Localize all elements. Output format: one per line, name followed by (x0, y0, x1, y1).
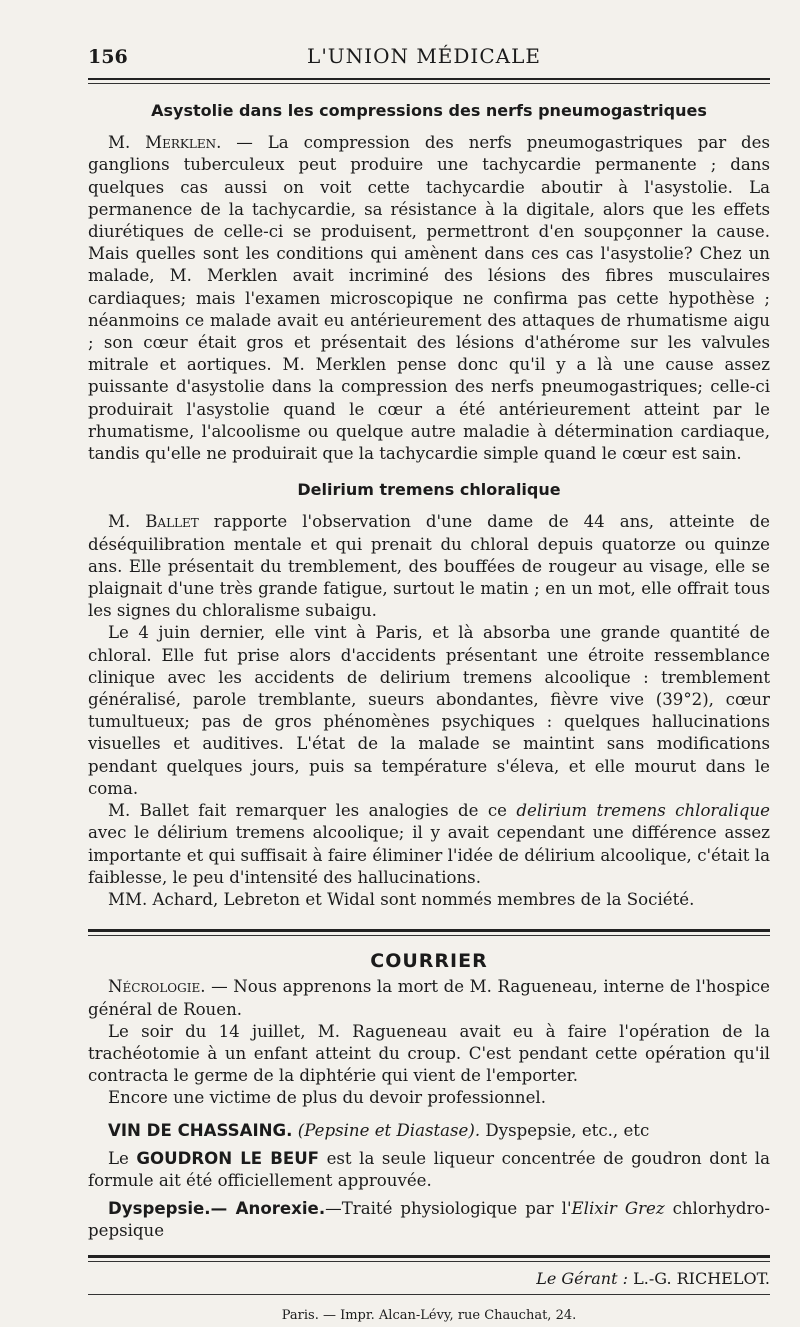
main-content (88, 100, 770, 1327)
article-paragraph: MM. Achard, Lebreton et Widal sont nommés membres de la Société. (108, 889, 695, 909)
ad-text: —Traité physiologique par l' (325, 1199, 572, 1219)
page-header (88, 40, 760, 70)
paragraph-text: — Nous apprenons la mort de M. Ragueneau, interne de l'hospice général de Rouen. (88, 977, 770, 1019)
courrier-paragraph: Encore une victime de plus du devoir professionnel. (108, 1088, 547, 1108)
page-number: 156 (88, 46, 128, 68)
paragraph-text: avec le délirium tremens alcoolique; il y avait cependant une différence assez importante et qui suffisait à faire éliminer l'idée de délirium alcoolique, c'était la faiblesse, le peu d'intensité des hallucinations. (88, 823, 770, 887)
author-name: M. Merklen. (108, 133, 222, 153)
ad-product: Elixir Grez (571, 1199, 665, 1219)
courrier-paragraph (88, 976, 770, 1020)
ad-brand: Dyspepsie.— Anorexie. (108, 1199, 326, 1219)
header-rule (88, 78, 770, 80)
ad-text: chlorhydro-pepsique (88, 1199, 770, 1241)
ad-goudron (88, 1148, 770, 1192)
ad-text: est la seule liqueur concentrée de goudron dont la formule ait été officiellement approuvée. (88, 1148, 770, 1190)
article-title: Asystolie dans les compressions des nerfs pneumogastriques (151, 101, 707, 120)
ad-elixir (88, 1198, 770, 1242)
article-paragraph (88, 511, 770, 622)
author-name: M. Ballet (108, 512, 199, 532)
article-delirium (88, 479, 770, 911)
necro-label: Nécrologie. (108, 977, 206, 997)
courrier-paragraph: Le soir du 14 juillet, M. Ragueneau avait eu à faire l'opération de la trachéotomie à un enfant atteint du croup. C'est pendant cette opération qu'il contracta le germe de la diphtérie qui vient de l'emporter. (88, 1021, 770, 1086)
italic-term: delirium tremens chloralique (516, 801, 770, 821)
ad-text: Dyspepsie, etc., etc (480, 1120, 650, 1140)
advertisements (88, 1120, 770, 1243)
courrier-section (88, 976, 770, 1109)
article-title: Delirium tremens chloralique (297, 480, 561, 500)
ad-subtitle: (Pepsine et Diastase). (297, 1120, 481, 1140)
ad-brand: GOUDRON LE BEUF (136, 1148, 320, 1168)
section-rule (88, 929, 770, 932)
footer-rule-thin (88, 1261, 770, 1262)
paragraph-text: rapporte l'observation d'une dame de 44 ans, atteinte de déséquilibration mentale et qui prenait du chloral depuis quatorze ou quinze ans. Elle présentait du tremblement, des bouffées de rougeur au visage, elle se plaignait d'une très grande fatigue, surtout le matin ; en un mot, elle offrait tous les signes du chloralisme subaigu. (88, 512, 770, 621)
ad-brand: VIN DE CHASSAING. (108, 1120, 293, 1140)
imprint: Paris. — Impr. Alcan-Lévy, rue Chauchat, 24. (281, 1307, 577, 1323)
journal-title: L'UNION MÉDICALE (307, 44, 541, 68)
gerant-label: Le Gérant : (536, 1268, 629, 1288)
ad-text: Le (108, 1148, 137, 1168)
paragraph-text: M. Ballet fait remarquer les analogies de ce (108, 801, 517, 821)
ad-chassaing (88, 1120, 770, 1142)
courrier-title: COURRIER (370, 950, 488, 973)
section-rule-thin (88, 935, 770, 936)
gerant-line (88, 1268, 770, 1290)
footer-rule (88, 1255, 770, 1258)
article-paragraph (88, 800, 770, 889)
header-rule-thin (88, 83, 770, 84)
article-paragraph: Le 4 juin dernier, elle vint à Paris, et là absorba une grande quantité de chloral. Elle fut prise alors d'accidents présentant une étroite ressemblance clinique avec les accidents de delirium tremens alcoolique : tremblement généralisé, parole tremblante, sueurs abondantes, fièvre vive (39°2), cœur tumultueux; pas de gros phénomènes psychiques : quelques hallucinations visuelles et auditives. L'état de la malade se maintint sans modifications pendant quelques jours, puis sa température s'éleva, et elle mourut dans le coma. (88, 623, 770, 798)
imprint-rule (88, 1294, 770, 1295)
paragraph-text: — La compression des nerfs pneumogastriques par des ganglions tuberculeux peut produire une tachycardie permanente ; dans quelques cas aussi on voit cette tachycardie aboutir à l'asystolie. La permanence de la tachycardie, sa résistance à la digitale, alors que les effets diurétiques de celle-ci se produisent, permettront d'en soupçonner la cause. Mais quelles sont les conditions qui amènent dans ces cas l'asystolie? Chez un malade, M. Merklen avait incriminé des lésions des fibres musculaires cardiaques; mais l'examen microscopique ne confirma pas cette hypothèse ; néanmoins ce malade avait eu antérieurement des attaques de rhumatisme aigu ; son cœur était gros et présentait des lésions d'athérome sur les valvules mitrale et aortiques. M. Merklen pense donc qu'il y a là une cause assez puissante d'asystolie dans la compression des nerfs pneumogastriques; celle-ci produirait l'asystolie quand le cœur a été antérieurement atteint par le rhumatisme, l'alcoolisme ou quelque autre maladie à détermination cardiaque, tandis qu'elle ne produirait que la tachycardie simple quand le cœur est sain. (88, 133, 770, 464)
article-paragraph (88, 132, 770, 465)
article-asystolie (88, 100, 770, 465)
gerant-name: L.-G. RICHELOT. (633, 1268, 770, 1288)
